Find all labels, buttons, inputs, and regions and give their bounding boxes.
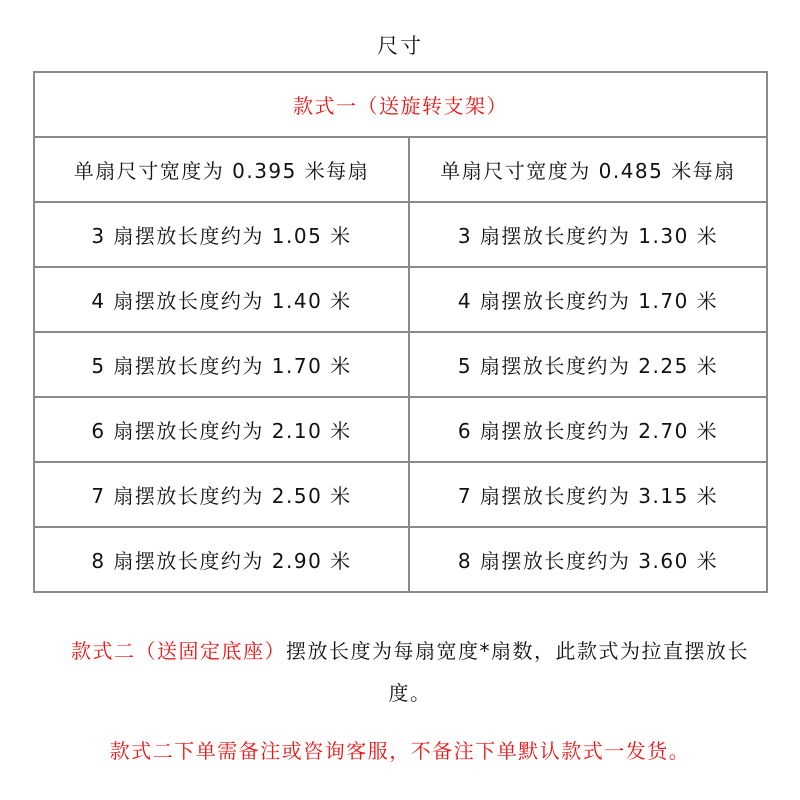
style2-label: 款式二（送固定底座）: [71, 639, 286, 663]
table-header-row: [34, 72, 767, 137]
table-row: [34, 332, 767, 397]
column-header: 单扇尺寸宽度为 0.395 米每扇: [34, 137, 409, 202]
table-row: [34, 267, 767, 332]
table-row: [34, 527, 767, 592]
style2-note: [60, 630, 760, 714]
column-header-row: [34, 137, 767, 202]
table-cell: 5 扇摆放长度约为 2.25 米: [409, 332, 767, 397]
table-row: [34, 462, 767, 527]
table-cell: 6 扇摆放长度约为 2.10 米: [34, 397, 409, 462]
table-cell: 7 扇摆放长度约为 3.15 米: [409, 462, 767, 527]
table-cell: 3 扇摆放长度约为 1.05 米: [34, 202, 409, 267]
table-cell: 5 扇摆放长度约为 1.70 米: [34, 332, 409, 397]
table-cell: 4 扇摆放长度约为 1.70 米: [409, 267, 767, 332]
style2-text: 摆放长度为每扇宽度*扇数，此款式为拉直摆放长度。: [286, 639, 749, 705]
table-row: [34, 202, 767, 267]
table-cell: 8 扇摆放长度约为 2.90 米: [34, 527, 409, 592]
table-row: [34, 397, 767, 462]
table-cell: 8 扇摆放长度约为 3.60 米: [409, 527, 767, 592]
page-title: 尺寸: [377, 34, 423, 58]
order-note: 款式二下单需备注或咨询客服，不备注下单默认款式一发货。: [109, 739, 691, 763]
table-cell: 6 扇摆放长度约为 2.70 米: [409, 397, 767, 462]
style1-header: 款式一（送旋转支架）: [34, 72, 767, 137]
table-cell: 3 扇摆放长度约为 1.30 米: [409, 202, 767, 267]
table-cell: 4 扇摆放长度约为 1.40 米: [34, 267, 409, 332]
column-header: 单扇尺寸宽度为 0.485 米每扇: [409, 137, 767, 202]
size-table: [33, 71, 768, 593]
table-cell: 7 扇摆放长度约为 2.50 米: [34, 462, 409, 527]
